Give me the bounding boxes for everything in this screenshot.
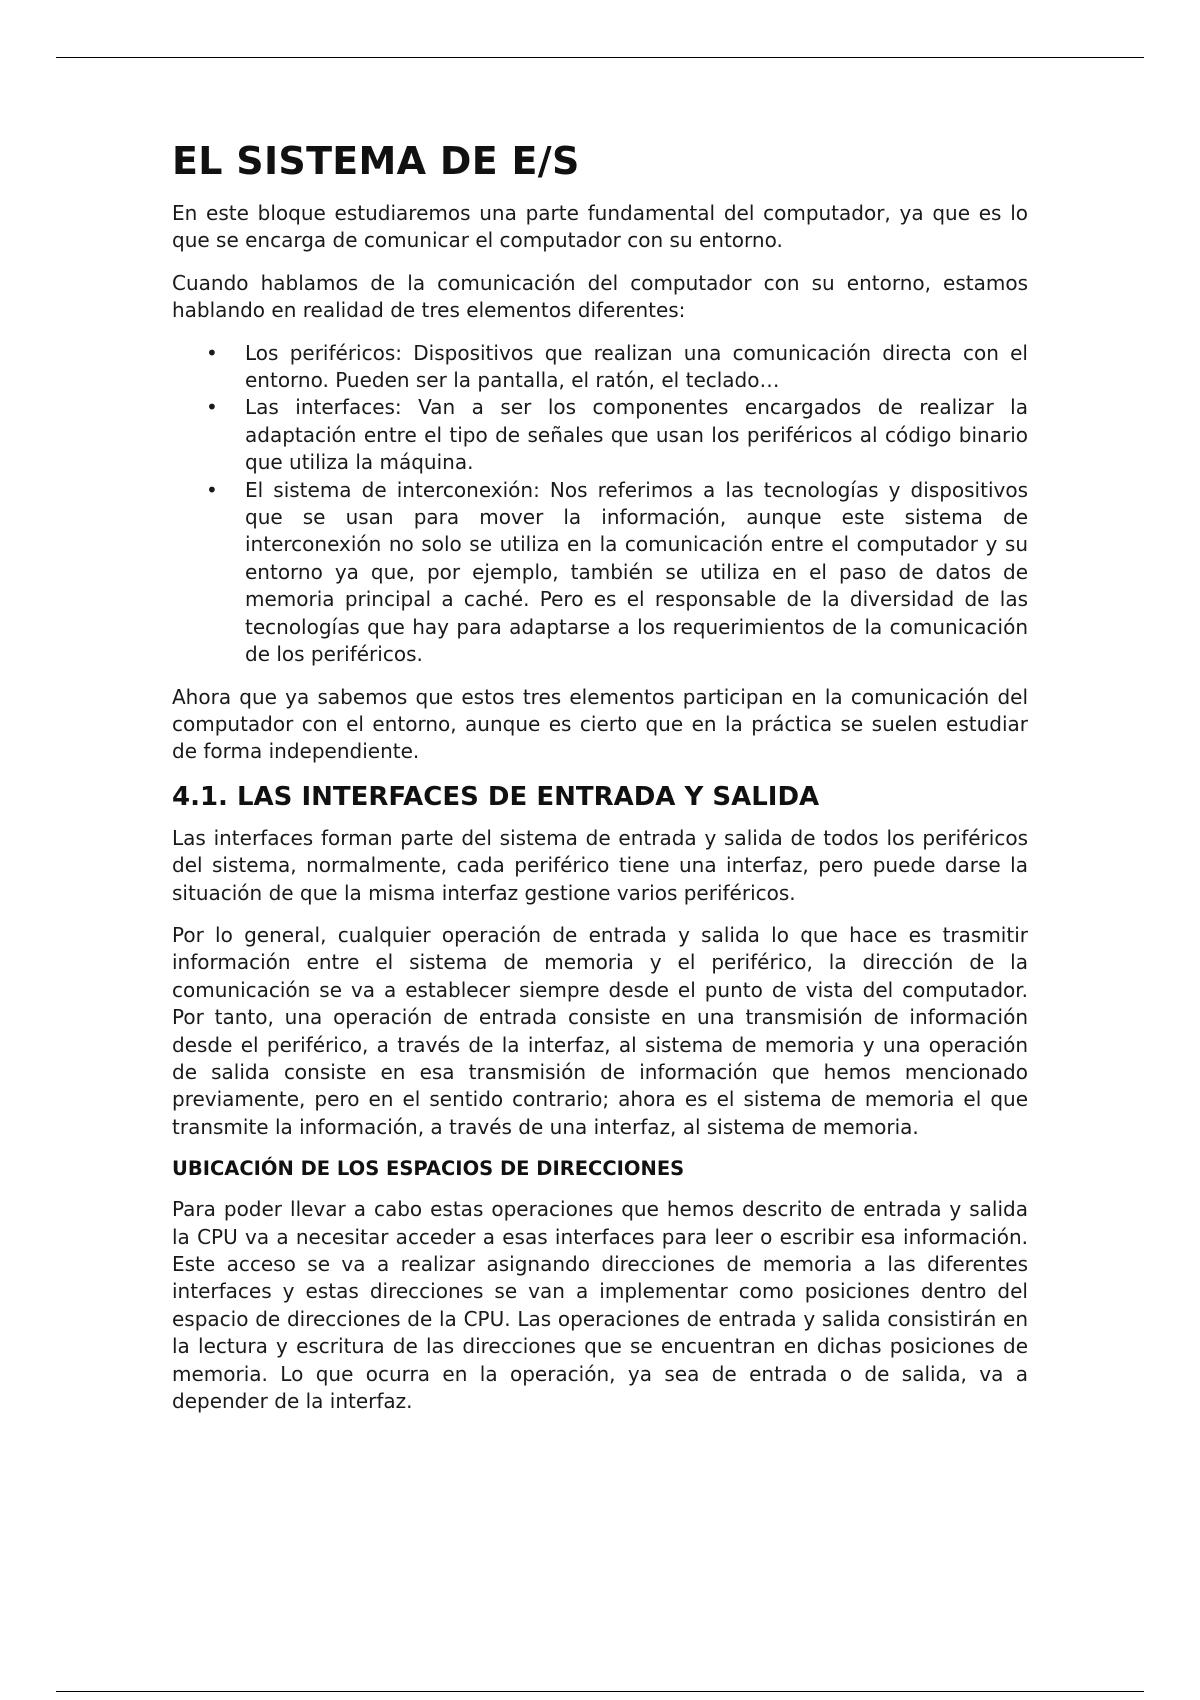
after-list-paragraph: Ahora que ya sabemos que estos tres elementos participan en la comunicación del computador con el entorno, aunque es cierto que en la práctica se suelen estudiar de forma independiente.: [172, 684, 1028, 764]
document-body: [172, 138, 1028, 1430]
header-rule: [56, 57, 1144, 58]
section-heading: 4.1. LAS INTERFACES DE ENTRADA Y SALIDA: [172, 781, 820, 812]
intro-paragraph-1: En este bloque estudiaremos una parte fundamental del computador, ya que es lo que se encarga de comunicar el computador con su entorno.: [172, 201, 1028, 253]
subsection-heading: UBICACIÓN DE LOS ESPACIOS DE DIRECCIONES: [172, 1157, 685, 1181]
list-item-text: Los periféricos: Dispositivos que realizan una comunicación directa con el entorno. Pueden ser la pantalla, el ratón, el teclado…: [245, 340, 1028, 393]
elements-list: [172, 340, 1028, 669]
footer-rule: [56, 1691, 1144, 1692]
list-item-interfaces: [206, 394, 1028, 476]
list-item-text: Las interfaces: Van a ser los componentes encargados de realizar la adaptación entre el tipo de señales que usan los periféricos al código binario que utiliza la máquina.: [245, 395, 1028, 475]
section-paragraph-2: Por lo general, cualquier operación de entrada y salida lo que hace es trasmitir información entre el sistema de memoria y el periférico, la dirección de la comunicación se va a establecer siempre desde el punto de vista del computador. Por tanto, una operación de entrada consiste en una transmisión de información desde el periférico, a través de la interfaz, al sistema de memoria y una operación de salida consiste en esa transmisión de información que hemos mencionado previamente, pero en el sentido contrario; ahora es el sistema de memoria el que transmite la información, a través de una interfaz, al sistema de memoria.: [172, 922, 1028, 1139]
list-item-interconexion: [206, 477, 1028, 669]
bullet-icon: •: [206, 477, 218, 502]
list-item-text: El sistema de interconexión: Nos referimos a las tecnologías y dispositivos que se usan para mover la información, aunque este sistema de interconexión no solo se utiliza en la comunicación entre el computador y su entorno ya que, por ejemplo, también se utiliza en el paso de datos de memoria principal a caché. Pero es el responsable de la diversidad de las tecnologías que hay para adaptarse a los requerimientos de la comunicación de los periféricos.: [245, 477, 1028, 667]
section-paragraph-1: Las interfaces forman parte del sistema de entrada y salida de todos los periféricos del sistema, normalmente, cada periférico tiene una interfaz, pero puede darse la situación de que la misma interfaz gestione varios periféricos.: [172, 825, 1028, 905]
page-title: EL SISTEMA DE E/S: [172, 139, 580, 183]
bullet-icon: •: [206, 395, 218, 420]
intro-paragraph-2: Cuando hablamos de la comunicación del computador con su entorno, estamos hablando en realidad de tres elementos diferentes:: [172, 270, 1028, 323]
list-item-perifericos: [206, 340, 1028, 395]
subsection-paragraph: Para poder llevar a cabo estas operaciones que hemos descrito de entrada y salida la CPU va a necesitar acceder a esas interfaces para leer o escribir esa información. Este acceso se va a realizar asignando direcciones de memoria a las diferentes interfaces y estas direcciones se van a implementar como posiciones dentro del espacio de direcciones de la CPU. Las operaciones de entrada y salida consistirán en la lectura y escritura de las direcciones que se encuentran en dichas posiciones de memoria. Lo que ocurra en la operación, ya sea de entrada o de salida, va a depender de la interfaz.: [172, 1197, 1028, 1414]
bullet-icon: •: [206, 340, 218, 365]
